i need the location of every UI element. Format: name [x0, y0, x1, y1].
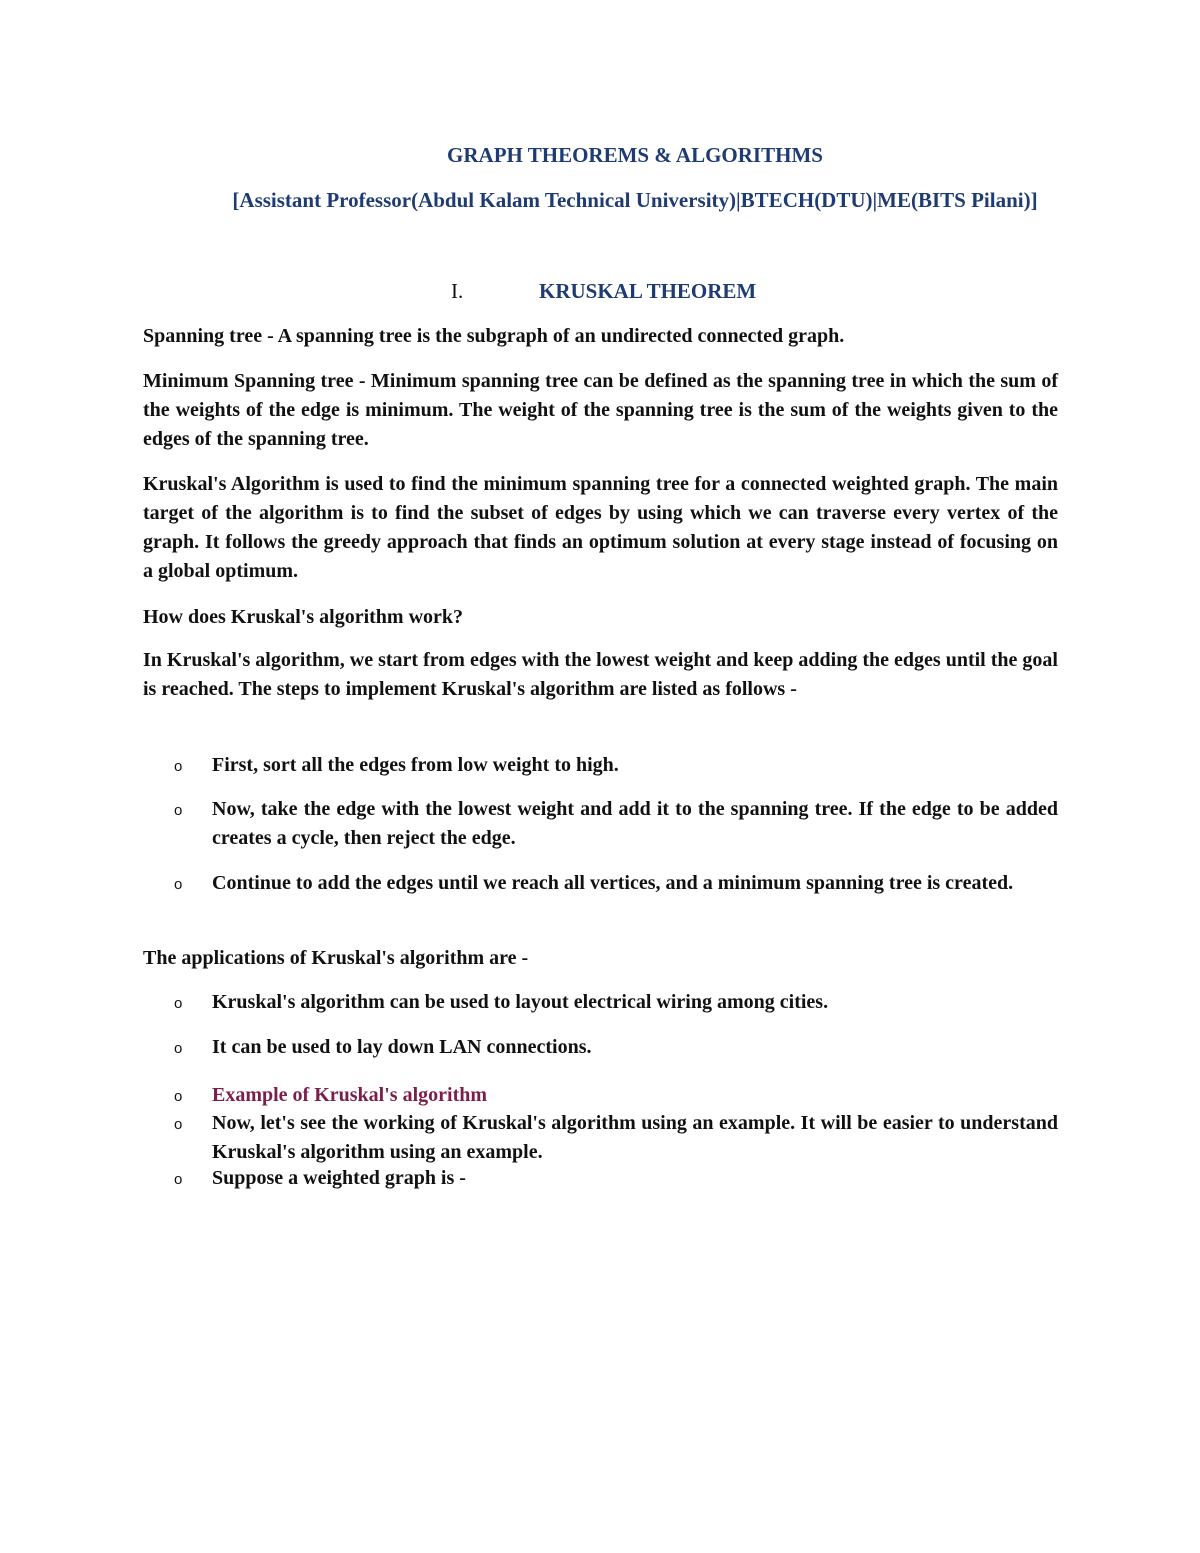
bullet-marker: o	[174, 876, 183, 893]
paragraph-applications-intro: The applications of Kruskal's algorithm are -	[143, 947, 529, 969]
list-item	[143, 1033, 1058, 1062]
paragraph-minimum-spanning-tree: Minimum Spanning tree - Minimum spanning tree can be defined as the spanning tree in which the sum of the weights of the edge is minimum. The weight of the spanning tree is the sum of the weights given to the edges of the spanning tree.	[143, 370, 1058, 450]
bullet-marker: o	[174, 995, 183, 1012]
list-item	[143, 795, 1058, 853]
list-item	[143, 1109, 1058, 1167]
list-item	[143, 1081, 1058, 1110]
example-text: Suppose a weighted graph is -	[212, 1167, 466, 1189]
document-title: GRAPH THEOREMS & ALGORITHMS	[447, 143, 823, 167]
bullet-marker: o	[174, 1171, 183, 1188]
paragraph-spanning-tree: Spanning tree - A spanning tree is the subgraph of an undirected connected graph.	[143, 325, 845, 347]
bullet-marker: o	[174, 1088, 183, 1105]
application-text: Kruskal's algorithm can be used to layout electrical wiring among cities.	[212, 991, 829, 1013]
bullet-marker: o	[174, 1040, 183, 1057]
application-text: It can be used to lay down LAN connections.	[212, 1036, 592, 1058]
paragraph-how-question: How does Kruskal's algorithm work?	[143, 606, 464, 628]
list-item	[143, 751, 1058, 780]
list-item	[143, 1164, 1058, 1193]
bullet-marker: o	[174, 758, 183, 775]
bullet-marker: o	[174, 1116, 183, 1133]
list-item	[143, 869, 1058, 898]
section-number: I.	[451, 279, 464, 303]
section-title: KRUSKAL THEOREM	[539, 279, 757, 303]
bullet-marker: o	[174, 802, 183, 819]
author-credentials: [Assistant Professor(Abdul Kalam Technical University)|BTECH(DTU)|ME(BITS Pilani)]	[232, 188, 1038, 212]
step-text: Now, take the edge with the lowest weight and add it to the spanning tree. If the edge to be added creates a cycle, then reject the edge.	[212, 798, 1058, 849]
paragraph-how-answer: In Kruskal's algorithm, we start from edges with the lowest weight and keep adding the edges until the goal is reached. The steps to implement Kruskal's algorithm are listed as follows -	[143, 649, 1058, 700]
list-item	[143, 988, 1058, 1017]
paragraph-kruskal-intro: Kruskal's Algorithm is used to find the minimum spanning tree for a connected weighted graph. The main target of the algorithm is to find the subset of edges by using which we can traverse every vertex of the graph. It follows the greedy approach that finds an optimum solution at every stage instead of focusing on a global optimum.	[143, 473, 1058, 582]
step-text: First, sort all the edges from low weight to high.	[212, 754, 619, 776]
example-heading: Example of Kruskal's algorithm	[212, 1084, 488, 1106]
step-text: Continue to add the edges until we reach all vertices, and a minimum spanning tree is created.	[212, 872, 1014, 894]
example-text: Now, let's see the working of Kruskal's algorithm using an example. It will be easier to understand Kruskal's algorithm using an example.	[212, 1112, 1058, 1163]
